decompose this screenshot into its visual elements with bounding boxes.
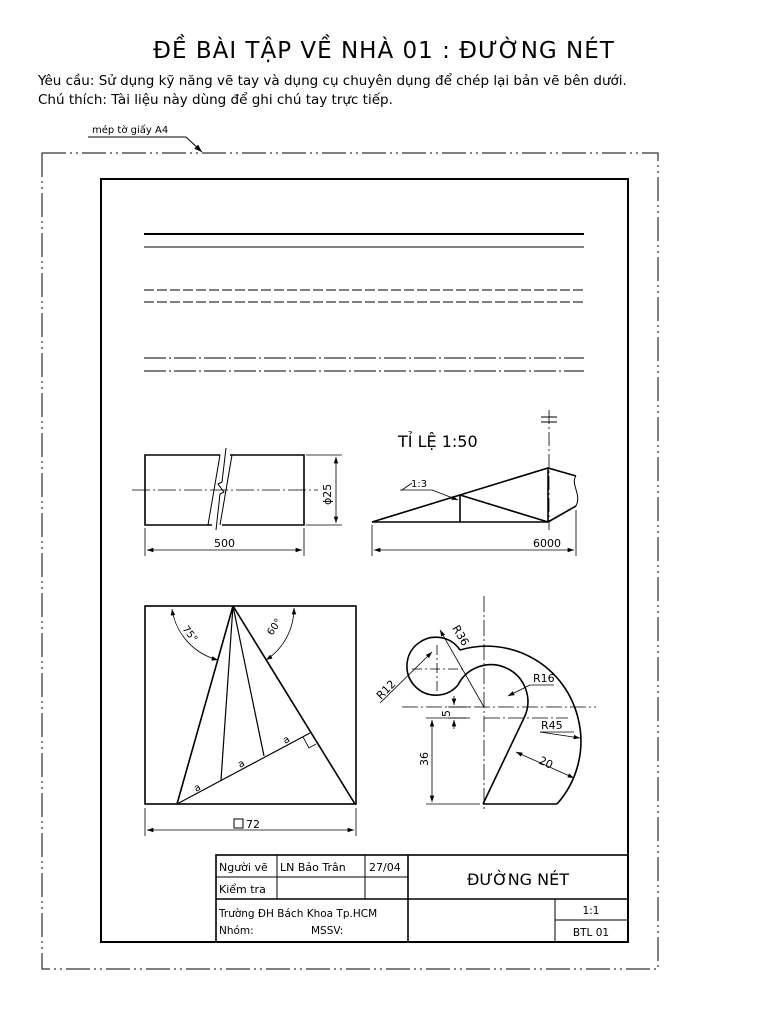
note-text: Chú thích: Tài liệu này dùng để ghi chú tay trực tiếp. — [38, 92, 393, 108]
drawing-scale: 1:1 — [582, 905, 600, 917]
drawing-frame — [101, 179, 628, 942]
drawing-title: ĐƯỜNG NÉT — [466, 870, 570, 889]
shaft-diameter-dim: ϕ25 — [321, 483, 334, 505]
paper-edge — [42, 153, 658, 969]
school-name: Trường ĐH Bách Khoa Tp.HCM — [219, 908, 378, 920]
dim-5-label: 5 — [440, 710, 453, 717]
drawn-by-name: LN Bảo Trân — [280, 861, 346, 874]
radius-16-label: R16 — [533, 672, 555, 685]
triangle-view — [145, 606, 356, 836]
scale-label: TỈ LỆ 1:50 — [398, 432, 478, 451]
shaft-view — [132, 448, 342, 556]
angle-60-label: 60° — [265, 616, 285, 638]
truss-span-dim: 6000 — [533, 537, 561, 550]
group-label: Nhóm: — [219, 925, 254, 937]
segment-a-3: a — [281, 734, 292, 747]
checked-label: Kiểm tra — [219, 883, 266, 896]
page-title: ĐỀ BÀI TẬP VỀ NHÀ 01 : ĐƯỜNG NÉT — [153, 38, 615, 64]
line-samples — [144, 234, 584, 371]
requirement-text: Yêu cầu: Sử dụng kỹ năng vẽ tay và dụng cụ chuyên dụng để chép lại bản vẽ bên dưới. — [38, 73, 627, 89]
drawn-by-label: Người vẽ — [219, 861, 268, 874]
segment-a-1: a — [192, 782, 203, 795]
hook-view — [374, 596, 596, 810]
paper-edge-label: mép tờ giấy A4 — [92, 125, 169, 136]
truss-slope-label: 1:3 — [411, 479, 428, 490]
dim-36-label: 36 — [418, 752, 431, 766]
sheet-code: BTL 01 — [572, 927, 610, 939]
shaft-length-dim: 500 — [214, 537, 235, 550]
triangle-side-dim: 72 — [246, 818, 260, 831]
angle-75-label: 75° — [179, 624, 200, 645]
title-block — [216, 855, 628, 942]
radius-36-label: R36 — [449, 623, 472, 649]
drawing-date: 27/04 — [369, 861, 401, 874]
radius-45-label: R45 — [541, 719, 563, 732]
radius-12-label: R12 — [373, 677, 399, 703]
dim-20-label: 20 — [536, 753, 555, 772]
segment-a-2: a — [236, 758, 247, 771]
student-id-label: MSSV: — [311, 925, 344, 937]
